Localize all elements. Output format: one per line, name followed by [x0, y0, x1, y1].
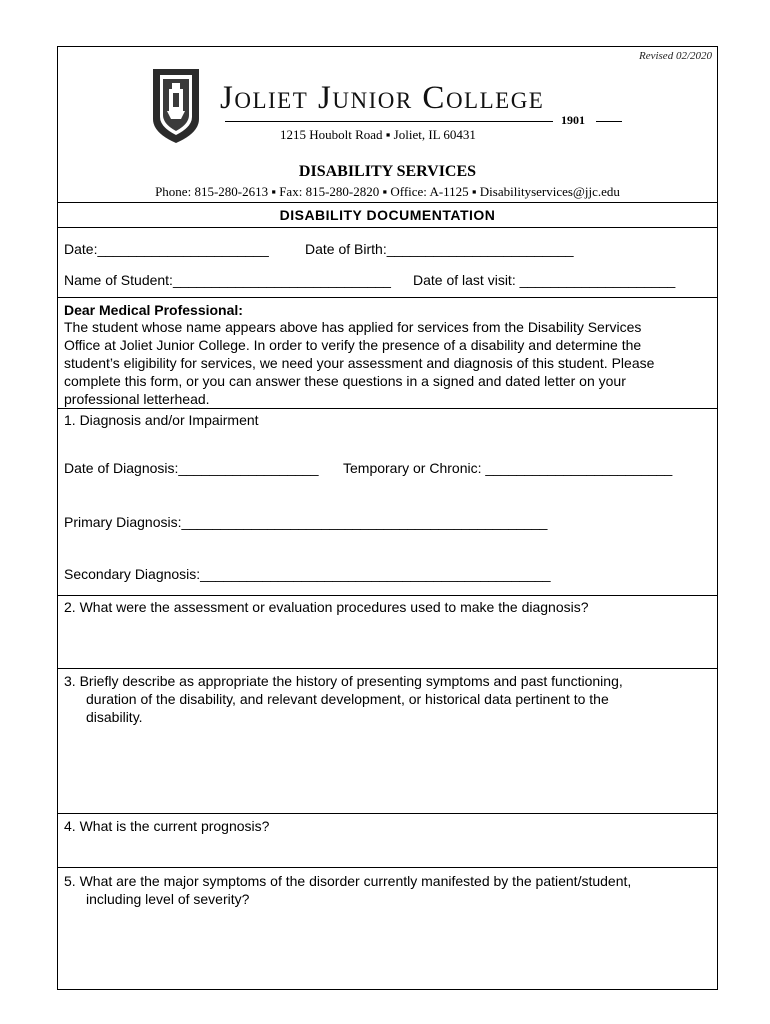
question-4: 4. What is the current prognosis?: [64, 818, 270, 834]
founded-year: 1901: [561, 113, 585, 127]
college-address: 1215 Houbolt Road ▪ Joliet, IL 60431: [280, 127, 476, 142]
question-2: 2. What were the assessment or evaluation procedures used to make the diagnosis?: [64, 599, 589, 615]
letter-line: complete this form, or you can answer these questions in a signed and dated letter on your: [64, 373, 626, 389]
letter-line: Office at Joliet Junior College. In order to verify the presence of a disability and determine the: [64, 337, 642, 353]
question-5-line: including level of severity?: [86, 891, 250, 907]
letter-salutation: Dear Medical Professional:: [64, 302, 243, 318]
divider: [58, 595, 717, 596]
primary-diagnosis-field[interactable]: Primary Diagnosis:_______________________________________________: [64, 514, 548, 530]
divider: [58, 668, 717, 669]
revised-date: Revised 02/2020: [638, 50, 712, 62]
section1-heading: 1. Diagnosis and/or Impairment: [64, 412, 259, 428]
question-3-line: duration of the disability, and relevant development, or historical data pertinent to the: [86, 691, 609, 707]
divider: [58, 408, 717, 409]
last-visit-field[interactable]: Date of last visit: ____________________: [413, 272, 676, 288]
college-logo-icon: [151, 67, 201, 145]
department-title: DISABILITY SERVICES: [298, 163, 477, 180]
contact-info: Phone: 815-280-2613 ▪ Fax: 815-280-2820 ▪ Office: A-1125 ▪ Disabilityservices@jjc.edu: [155, 184, 620, 199]
divider: [58, 227, 717, 228]
divider: [58, 813, 717, 814]
divider: [58, 297, 717, 298]
temporary-or-chronic-field[interactable]: Temporary or Chronic: ________________________: [343, 460, 673, 476]
divider: [58, 202, 717, 203]
documentation-form: [57, 46, 718, 990]
logo-rule-right: [596, 121, 622, 122]
letter-line: The student whose name appears above has applied for services from the Disability Services: [64, 319, 642, 335]
student-name-field[interactable]: Name of Student:____________________________: [64, 272, 391, 288]
date-of-birth-field[interactable]: Date of Birth:________________________: [305, 241, 574, 257]
secondary-diagnosis-field[interactable]: Secondary Diagnosis:_____________________________________________: [64, 566, 551, 582]
letter-line: student’s eligibility for services, we need your assessment and diagnosis of this student. Please: [64, 355, 655, 371]
letter-line: professional letterhead.: [64, 391, 210, 407]
logo-rule-left: [225, 121, 553, 122]
date-field[interactable]: Date:______________________: [64, 241, 269, 257]
question-3: 3. Briefly describe as appropriate the history of presenting symptoms and past functioning,: [64, 673, 623, 689]
divider: [58, 867, 717, 868]
question-5: 5. What are the major symptoms of the disorder currently manifested by the patient/student,: [64, 873, 632, 889]
form-title: DISABILITY DOCUMENTATION: [279, 207, 496, 223]
college-name: Joliet Junior College: [220, 80, 545, 116]
question-3-line: disability.: [86, 709, 143, 725]
date-of-diagnosis-field[interactable]: Date of Diagnosis:__________________: [64, 460, 319, 476]
